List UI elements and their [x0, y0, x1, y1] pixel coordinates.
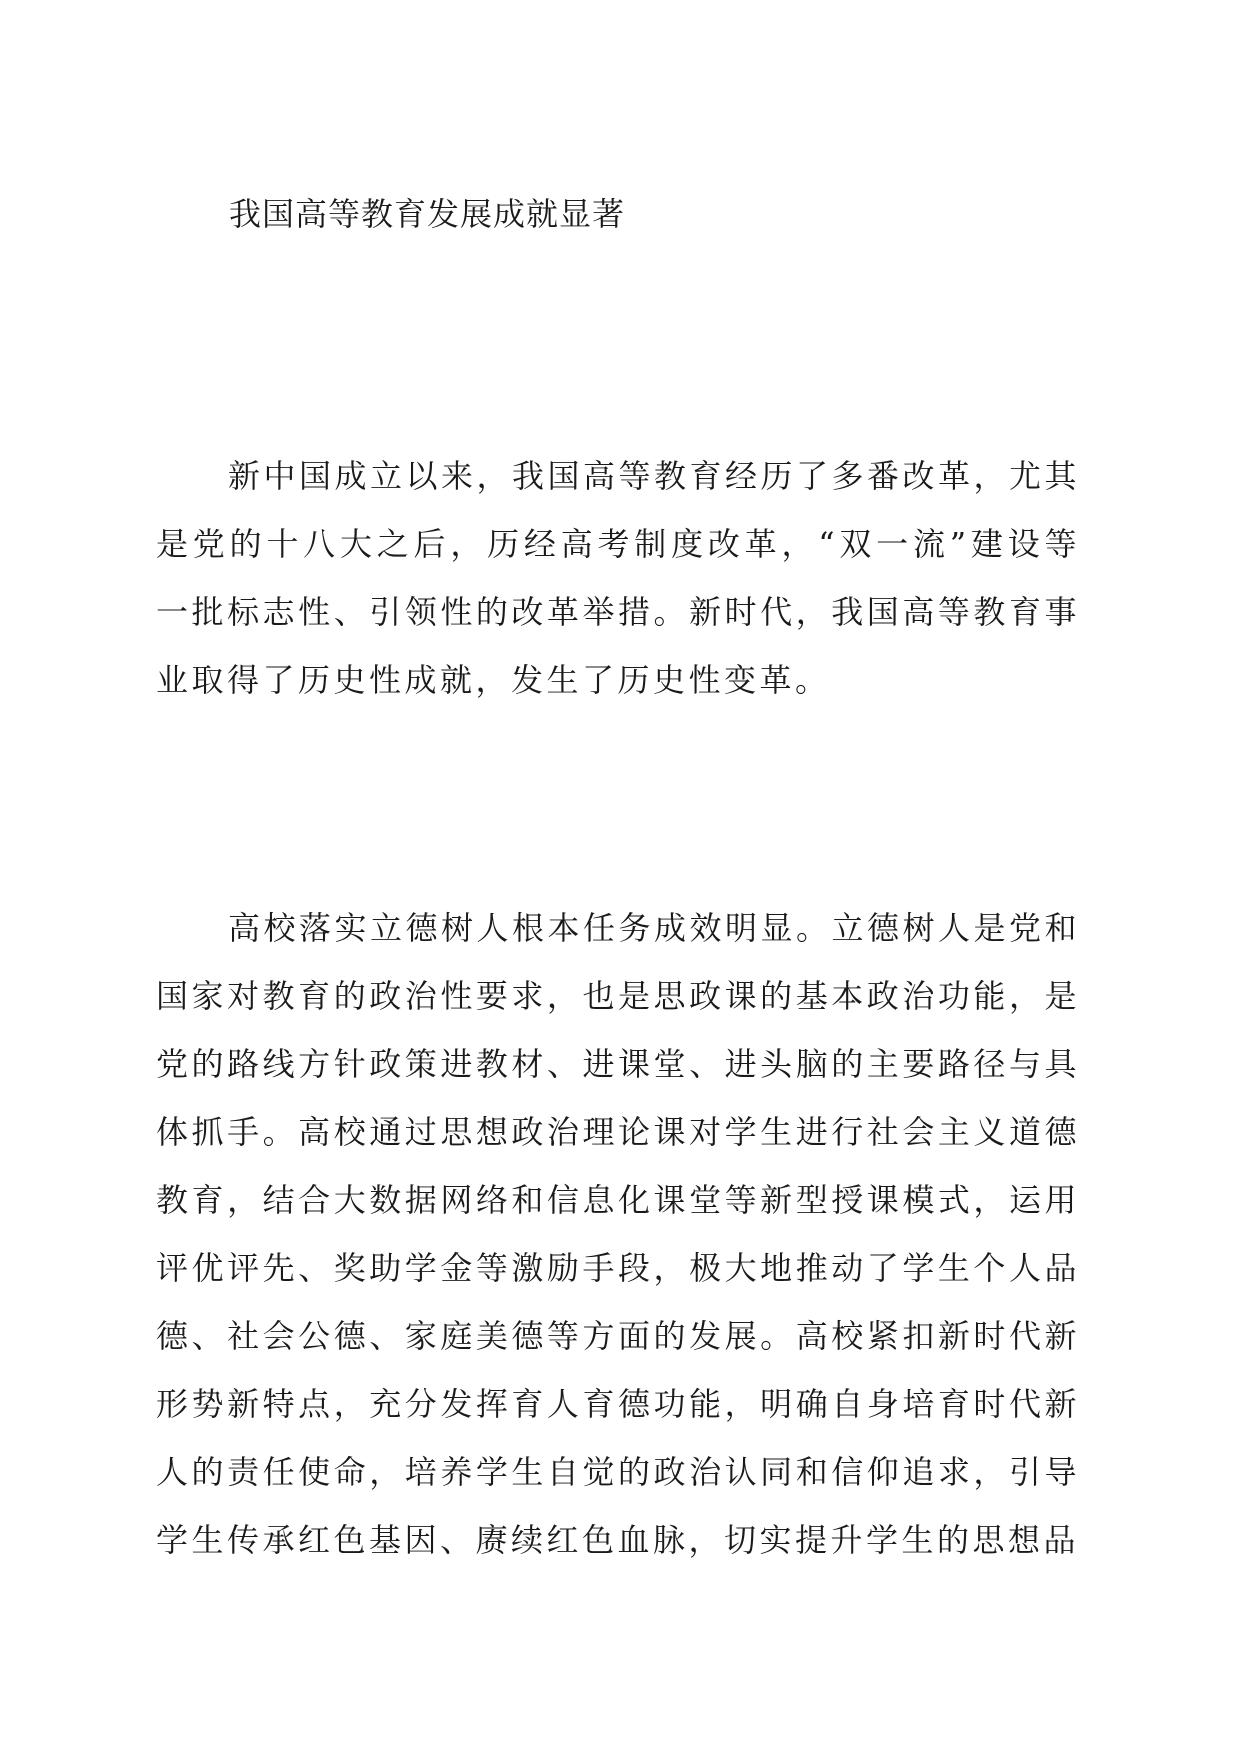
paragraph-moral-education: 高校落实立德树人根本任务成效明显。立德树人是党和国家对教育的政治性要求，也是思政课的基本政治功能，是党的路线方针政策进教材、进课堂、进头脑的主要路径与具体抓手。高校通过思想政治理论课对学生进行社会主义道德教育，结合大数据网络和信息化课堂等新型授课模式，运用评优评先、奖助学金等激励手段，极大地推动了学生个人品德、社会公德、家庭美德等方面的发展。高校紧扣新时代新形势新特点，充分发挥育人育德功能，明确自身培育时代新人的责任使命，培养学生自觉的政治认同和信仰追求，引导学生传承红色基因、赓续红色血脉，切实提升学生的思想品 — [156, 909, 1081, 1559]
paragraph-intro: 新中国成立以来，我国高等教育经历了多番改革，尤其是党的十八大之后，历经高考制度改革，“双一流”建设等一批标志性、引领性的改革举措。新时代，我国高等教育事业取得了历史性成就，发生了历史性变革。 — [156, 457, 1081, 699]
document-title: 我国高等教育发展成就显著 — [229, 195, 626, 233]
